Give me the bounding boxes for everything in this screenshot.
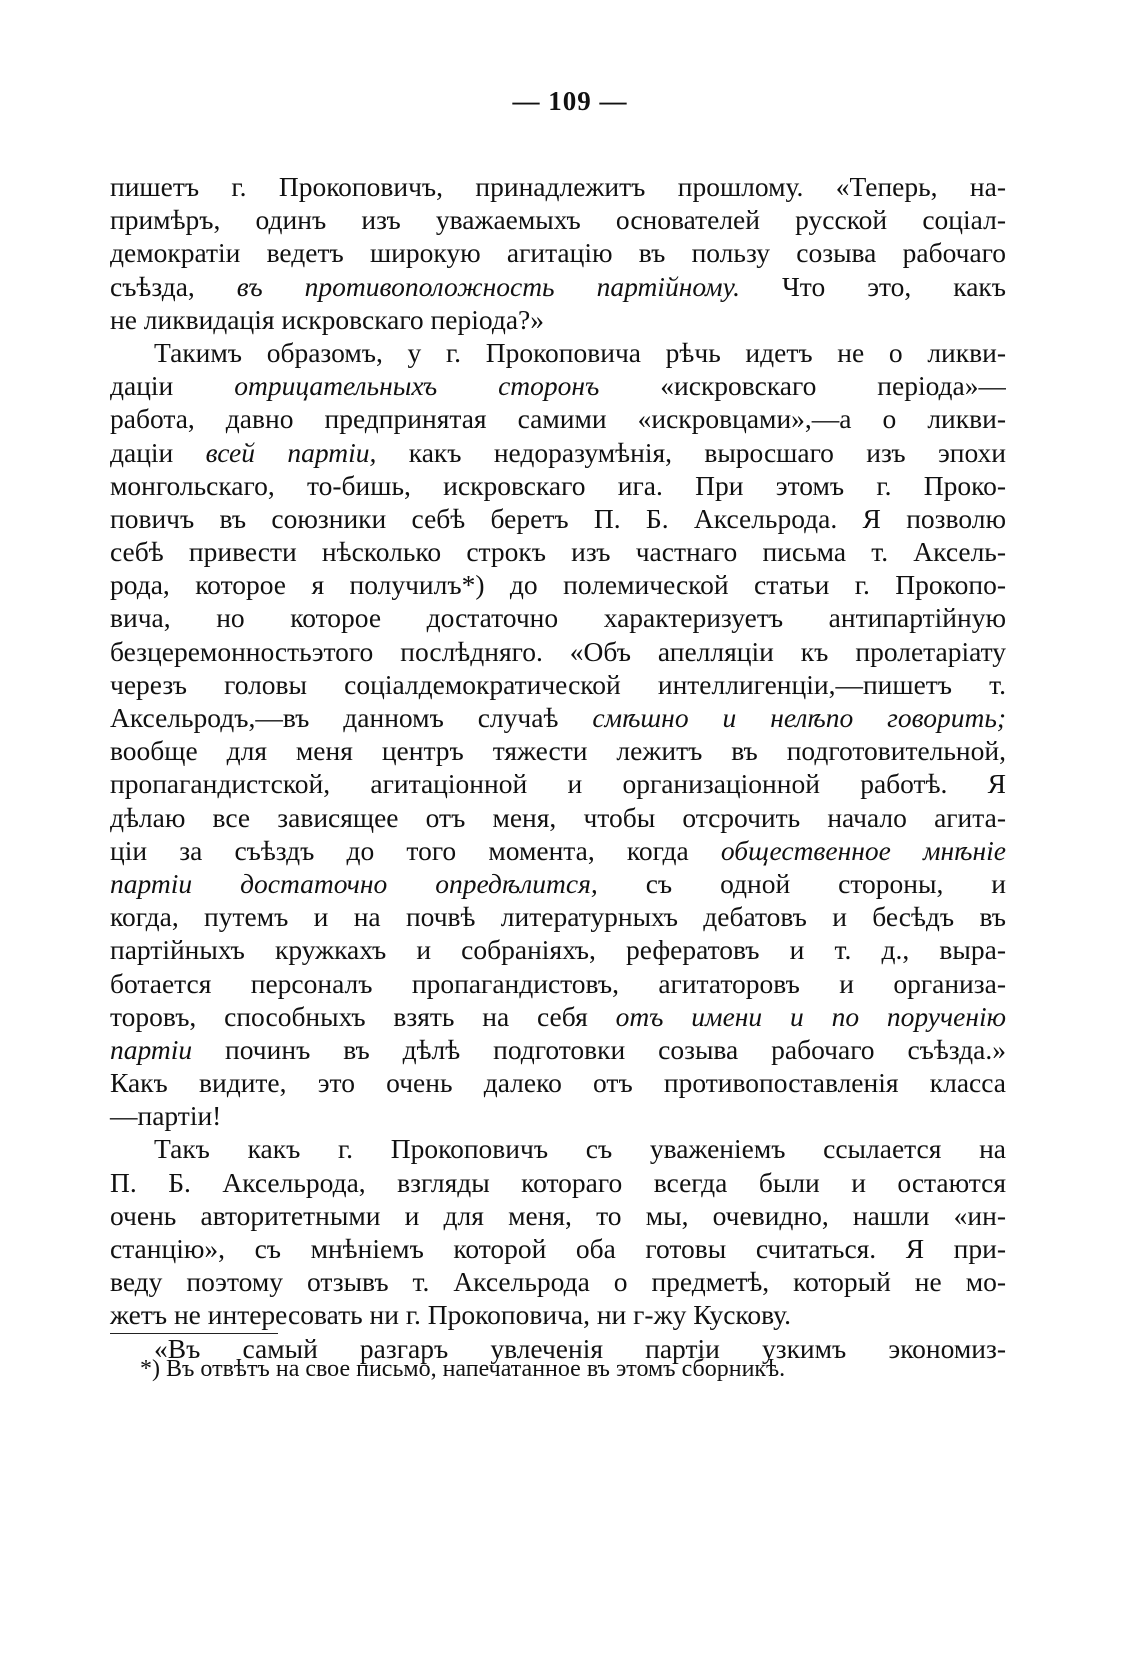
text-line (110, 1199, 1006, 1232)
text-line (110, 801, 1006, 834)
text-segment: когда, путемъ и на почвѣ литературныхъ дебатовъ и бесѣдъ въ (110, 901, 1006, 933)
text-segment: станцію», съ мнѣніемъ которой оба готовы считаться. Я при- (110, 1233, 1006, 1264)
italic-text: партіи (110, 1033, 193, 1065)
text-line (110, 635, 1006, 668)
text-line (110, 668, 1006, 701)
text-segment: вообще для меня центръ тяжести лежитъ въ подготовительной, (110, 735, 1006, 767)
text-segment: даціи (110, 370, 235, 402)
text-line (110, 568, 1006, 601)
text-segment: демократіи ведетъ широкую агитацію въ пользу созыва рабочаго (110, 237, 1006, 269)
text-line (110, 1166, 1006, 1199)
text-segment: пропагандистской, агитаціонной и организаціонной работѣ. Я (110, 768, 1006, 800)
italic-text: партіи достаточно опредѣлится, (110, 867, 598, 899)
text-line (110, 1232, 1006, 1265)
text-line (110, 867, 1006, 900)
text-line (110, 1132, 1006, 1165)
italic-text: смѣшно и нелѣпо говорить; (592, 702, 1006, 733)
text-segment: торовъ, способныхъ взять на себя (110, 1000, 616, 1032)
text-line (110, 734, 1006, 767)
text-segment: примѣръ, одинъ изъ уважаемыхъ основателей русской соціал- (110, 204, 1006, 236)
text-line (110, 535, 1006, 568)
text-line (110, 502, 1006, 535)
text-segment: Такъ какъ г. Прокоповичъ съ уваженіемъ ссылается на (154, 1133, 1006, 1165)
text-line (110, 369, 1006, 402)
text-segment: партійныхъ кружкахъ и собраніяхъ, рефератовъ и т. д., выра- (110, 934, 1006, 966)
text-line (110, 1033, 1006, 1066)
text-line (110, 236, 1006, 269)
text-segment: вича, но которое достаточно характеризуетъ антипартійную (110, 602, 1006, 634)
text-line (110, 170, 1006, 203)
italic-text: общественное мнѣніе (720, 834, 1006, 866)
text-segment: черезъ головы соціалдемократической интеллигенціи,—пишетъ т. (110, 668, 1006, 700)
text-segment: съѣзда, (110, 270, 237, 302)
text-segment: не ликвидація искровскаго періода?» (110, 303, 544, 335)
text-segment: Какъ видите, это очень далеко отъ противопоставленія класса (110, 1067, 1006, 1099)
text-line (110, 270, 1006, 303)
text-line (110, 1265, 1006, 1298)
text-segment: —партіи! (110, 1100, 222, 1132)
text-line (110, 701, 1006, 734)
text-segment: себѣ привести нѣсколько строкъ изъ частнаго письма т. Аксель- (110, 536, 1006, 568)
text-segment: повичъ въ союзники себѣ беретъ П. Б. Аксельрода. Я позволю (110, 502, 1006, 534)
text-segment: пишетъ г. Прокоповичъ, принадлежитъ прошлому. «Теперь, на- (110, 171, 1006, 202)
text-line (110, 303, 1006, 336)
text-line (110, 967, 1006, 1000)
text-segment: работа, давно предпринятая самими «искровцами»,—а о ликви- (110, 403, 1006, 435)
text-segment: дѣлаю все зависящее отъ меня, чтобы отсрочить начало агита- (110, 801, 1006, 833)
text-segment: «Въ самый разгаръ увлеченія партіи узкимъ экономиз- (154, 1332, 1006, 1364)
text-line (110, 767, 1006, 800)
text-line (110, 469, 1006, 502)
body-text (110, 170, 1006, 1365)
text-segment: очень авторитетными и для меня, то мы, очевидно, нашли «ин- (110, 1199, 1006, 1231)
text-segment: рода, которое я получилъ*) до полемической статьи г. Прокопо- (110, 569, 1006, 601)
text-line (110, 436, 1006, 469)
text-segment: ботается персоналъ пропагандистовъ, агитаторовъ и организа- (110, 967, 1006, 999)
text-line (110, 834, 1006, 867)
page-number: — 109 — (512, 86, 628, 116)
italic-text: всей партіи, (205, 436, 377, 468)
text-line (110, 933, 1006, 966)
text-line (110, 203, 1006, 236)
text-segment: даціи (110, 436, 206, 468)
text-segment: П. Б. Аксельрода, взгляды котораго всегда были и остаются (110, 1166, 1006, 1198)
text-segment: съ одной стороны, и (597, 867, 1006, 899)
italic-text: отрицательныхъ сторонъ (234, 370, 600, 402)
text-line (110, 402, 1006, 435)
italic-text: въ противоположность партійному. (236, 270, 740, 302)
text-segment: жетъ не интересовать ни г. Прокоповича, ни г-жу Кускову. (110, 1299, 792, 1331)
text-segment: безцеремонностьэтого послѣдняго. «Объ апелляціи къ пролетаріату (110, 635, 1006, 667)
italic-text: отъ имени и по порученію (615, 1000, 1006, 1032)
text-segment: Аксельродъ,—въ данномъ случаѣ (110, 702, 593, 733)
text-segment: ціи за съѣздъ до того момента, когда (110, 834, 721, 866)
text-line (110, 1066, 1006, 1099)
text-segment: монгольскаго, то-бишь, искровскаго ига. При этомъ г. Проко- (110, 469, 1006, 501)
text-line (110, 601, 1006, 634)
footnote-divider (110, 1333, 278, 1334)
text-segment: Такимъ образомъ, у г. Прокоповича рѣчь идетъ не о ликви- (154, 336, 1006, 368)
text-segment: какъ недоразумѣнія, выросшаго изъ эпохи (376, 436, 1006, 468)
text-line (110, 336, 1006, 369)
text-segment: починъ въ дѣлѣ подготовки созыва рабочаго съѣзда.» (192, 1033, 1006, 1065)
text-line (110, 1298, 1006, 1331)
text-segment: веду поэтому отзывъ т. Аксельрода о предметѣ, который не мо- (110, 1266, 1006, 1298)
text-line (110, 1099, 1006, 1132)
text-line (110, 900, 1006, 933)
text-segment: «искровскаго періода»— (599, 370, 1006, 402)
footnote: *) Въ отвѣтъ на свое письмо, напечатанное въ этомъ сборникѣ. (140, 1356, 786, 1382)
text-line (110, 1000, 1006, 1033)
text-segment: Что это, какъ (739, 270, 1006, 302)
